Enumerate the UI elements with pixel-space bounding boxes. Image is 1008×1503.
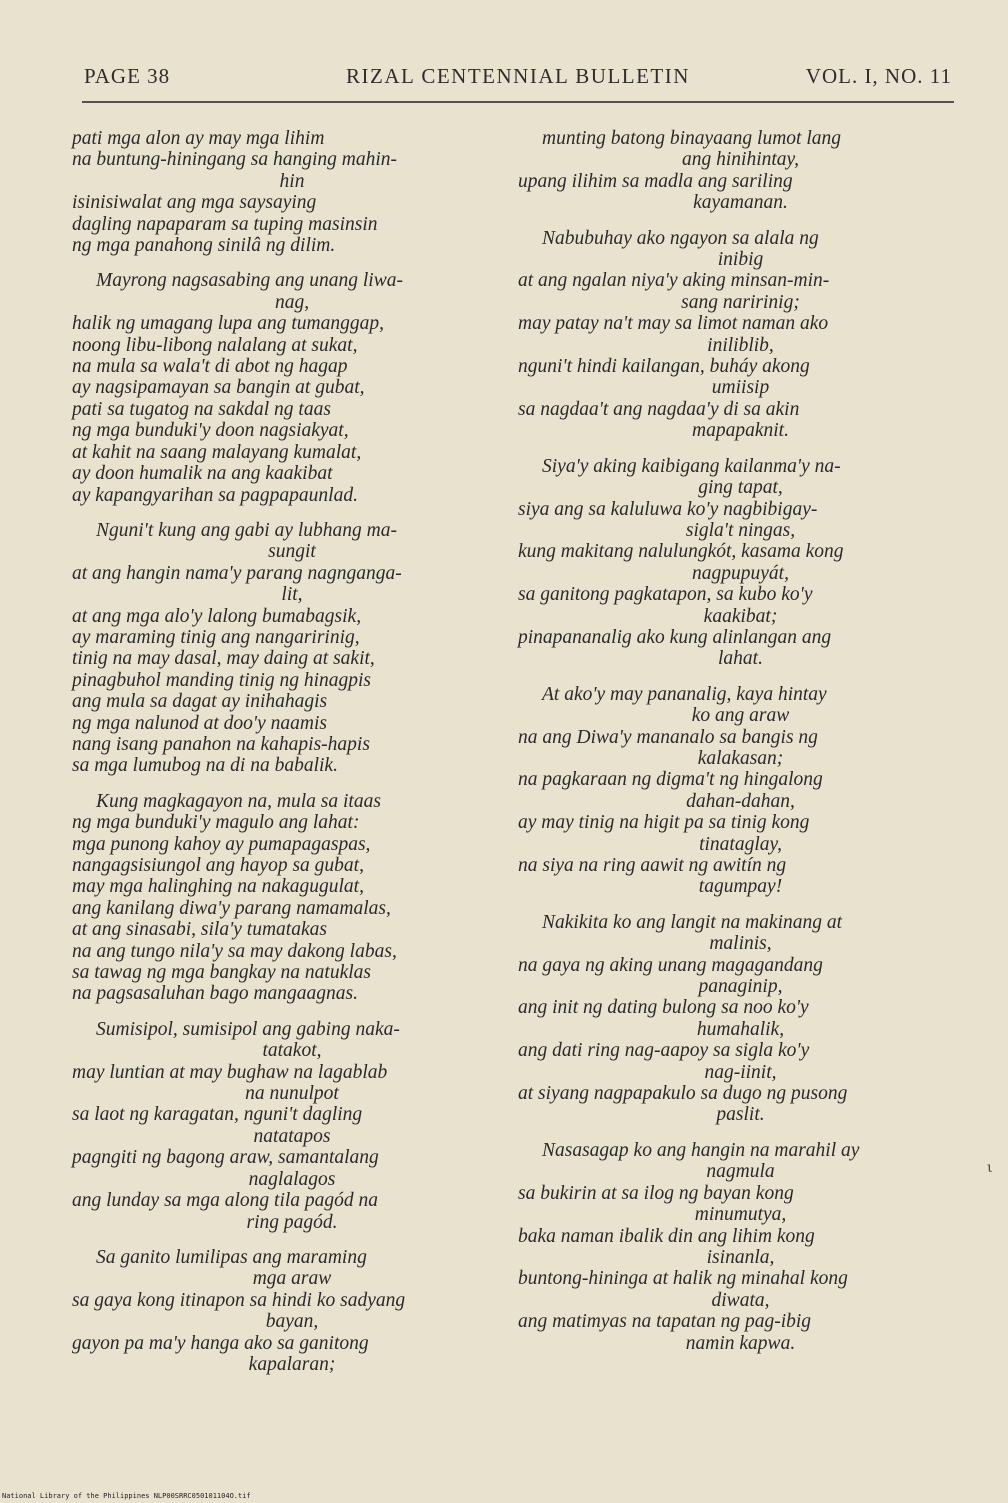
poem-line: pati mga alon ay may mga lihim	[72, 128, 325, 149]
poem-line: at ang hangin nama'y parang nagngangа-	[72, 562, 402, 584]
poem-line: Nabubuhay ako ngayon sa alala ng	[542, 227, 819, 249]
poem-line: dagling napaparam sa tuping masinsin	[72, 213, 378, 235]
poem-line: gayon pa ma'y hanga ako sa ganitong	[72, 1332, 369, 1354]
poem-line: na ang Diwa'y mananalo sa bangis ng	[518, 726, 818, 748]
poem-line: na siya na ring aawit ng awitín ng	[518, 855, 787, 876]
poem-line: at ang sinasabi, sila'y tumatakas	[72, 919, 327, 941]
poem-line: pati sa tugatog na sakdal ng taas	[72, 398, 331, 420]
bulletin-title: RIZAL CENTENNIAL BULLETIN	[346, 64, 690, 88]
poem-line: may mga halinghing na nakagugulat,	[72, 876, 364, 898]
poem-line: nangagsisiungol ang hayop sa gubat,	[72, 855, 364, 876]
poem-line: sa laot ng karagatan, nguni't dagling	[72, 1104, 363, 1126]
poem-line: may luntian at may bughaw na lagablab	[72, 1061, 388, 1083]
poem-stanza	[72, 791, 512, 1005]
poem-line: isinisiwalat ang mga saysaying	[72, 192, 317, 214]
poem-line: sa bukirin at sa ilog ng bayan kong	[518, 1182, 794, 1204]
poem-line: Siya'y aking kaibigang kailanma'y na-	[542, 455, 841, 477]
poem-line: mapapaknit.	[692, 420, 789, 442]
poem-line: dahan-dahan,	[686, 790, 795, 812]
poem-line: ang mula sa dagat ay inihahagis	[72, 691, 328, 713]
poem-stanza	[518, 228, 963, 442]
poem-line: lahat.	[718, 648, 763, 670]
poem-line: Nasasagap ko ang hangin na marahil ay	[542, 1139, 860, 1161]
poem-line: isinanla,	[706, 1246, 775, 1268]
poem-line: hin	[279, 170, 305, 192]
poem-line: halik ng umagang lupa ang tumanggap,	[72, 313, 384, 335]
poem-line: Sa ganito lumilipas ang maraming	[96, 1246, 367, 1268]
poem-line: Sumisipol, sumisipol ang gabing naka-	[96, 1018, 400, 1040]
poem-line: na pagsasaluhan bago mangaagnas.	[72, 983, 359, 1005]
poem-line: ang matimyas na tapatan ng pag-ibig	[518, 1311, 812, 1333]
poem-line: pagngiti ng bagong araw, samantalang	[72, 1147, 379, 1169]
poem-line: nag,	[274, 291, 310, 313]
poem-line: tinig na may dasal, may daing at sakit,	[72, 648, 375, 670]
poem-line: sa nagdaa't ang nagdaa'y di sa akin	[518, 398, 800, 420]
poem-line: munting batong binayaang lumot lang	[542, 128, 841, 149]
volume-number: VOL. I, NO. 11	[805, 64, 952, 88]
poem-line: panaginip,	[698, 976, 783, 998]
poem-line: noong libu-libong nalalang at sukat,	[72, 334, 358, 356]
poem-line: na mula sa wala't di abot ng hagap	[72, 356, 348, 378]
page-number: PAGE 38	[84, 64, 171, 88]
poem-line: ang hinihintay,	[682, 149, 799, 171]
right-column	[518, 128, 963, 1368]
poem-line: minumutya,	[694, 1204, 787, 1226]
poem-line: na pagkaraan ng digma't ng hingalong	[518, 769, 823, 791]
archive-note: National Library of the Philippines NLP00SRRC050101104O.tif	[2, 1492, 251, 1500]
poem-line: at kahit na saang malayang kumalat,	[72, 441, 362, 463]
poem-line: nagmula	[706, 1161, 775, 1183]
poem-line: inibig	[717, 249, 764, 271]
poem-line: na nunulpot	[245, 1083, 339, 1105]
poem-line: ay may tinig na higit pa sa tinig kong	[518, 812, 810, 834]
poem-line: kung makitang nalulungkót, kasama kong	[518, 541, 844, 563]
poem-line: namin kapwa.	[685, 1332, 796, 1354]
poem-line: sang naririnig;	[681, 291, 800, 313]
poem-line: baka naman ibalik din ang lihim kong	[518, 1225, 815, 1247]
header-rule	[82, 101, 954, 103]
poem-line: tatakot,	[262, 1040, 322, 1062]
poem-stanza	[72, 1019, 512, 1233]
poem-line: iniliblib,	[707, 334, 774, 356]
poem-line: nguni't hindi kailangan, buháy akong	[518, 356, 810, 378]
poem-line: kapalaran;	[248, 1353, 336, 1375]
poem-line: diwata,	[711, 1289, 770, 1311]
poem-line: buntong-hininga at halik ng minahal kong	[518, 1268, 848, 1290]
poem-line: kalakasan;	[697, 747, 784, 769]
poem-line: kayamanan.	[693, 192, 788, 214]
poem-line: ay doon humalik na ang kaakibat	[72, 463, 333, 485]
poem-line: sungit	[268, 541, 316, 563]
poem-stanza	[72, 270, 512, 505]
poem-line: lit,	[281, 584, 303, 606]
poem-line: Mayrong nagsasabing ang unang liwa-	[96, 270, 403, 292]
poem-stanza	[518, 1140, 963, 1354]
poem-line: naglalagos	[248, 1168, 336, 1190]
poem-line: humahalik,	[696, 1018, 785, 1040]
poem-line: sa gaya kong itinapon sa hindi ko sadyang	[72, 1289, 406, 1311]
poem-line: sa tawag ng mga bangkay na natuklas	[72, 962, 371, 984]
poem-line: Nakikita ko ang langit na makinang at	[542, 911, 843, 933]
poem-line: bayan,	[265, 1311, 319, 1333]
poem-line: Nguni't kung ang gabi ay lubhang ma-	[96, 519, 397, 541]
poem-stanza	[72, 520, 512, 777]
poem-stanza	[518, 456, 963, 670]
poem-line: na gaya ng aking unang magagandang	[518, 954, 823, 976]
poem-line: ko ang araw	[691, 705, 790, 727]
poem-line: ang dati ring nag-aapoy sa sigla ko'y	[518, 1040, 810, 1062]
poem-line: ang init ng dating bulong sa noo ko'y	[518, 997, 809, 1019]
poem-line: may patay na't may sa limot naman ako	[518, 313, 829, 335]
poem-line: ang kanilang diwa'y parang namamalas,	[72, 897, 391, 919]
poem-line: sa mga lumubog na di na babalik.	[72, 755, 338, 777]
poem-line: ging tapat,	[698, 477, 783, 499]
poem-line: ay kapangyarihan sa pagpapaunlad.	[72, 484, 358, 506]
poem-line: pinagbuhol manding tinig ng hinagpis	[72, 669, 372, 691]
poem-line: ay nagsipamayan sa bangin at gubat,	[72, 377, 365, 399]
poem-line: umiisip	[711, 377, 770, 399]
poem-line: siya ang sa kaluluwa ko'y nagbibigay-	[518, 498, 818, 520]
poem-stanza	[518, 684, 963, 898]
poem-line: kaakibat;	[703, 605, 778, 627]
poem-line: tagumpay!	[698, 876, 783, 898]
poem-line: at ang ngalan niya'y aking minsan-min-	[518, 270, 830, 292]
poem-line: ay maraming tinig ang nangaririnig,	[72, 626, 360, 648]
poem-line: paslit.	[716, 1104, 765, 1126]
poem-line: At ako'y may pananalig, kaya hintay	[542, 683, 827, 705]
poem-line: nag-iinit,	[704, 1061, 777, 1083]
poem-stanza	[72, 128, 512, 256]
poem-line: sa ganitong pagkatapon, sa kubo ko'y	[518, 584, 813, 606]
poem-stanza	[518, 128, 963, 214]
poem-line: nang isang panahon na kahapis-hapis	[72, 733, 370, 755]
poem-stanza	[72, 1247, 512, 1375]
poem-line: mga punong kahoy ay pumapagaspas,	[72, 833, 371, 855]
poem-line: na buntung-hiningang sa hanging mahin-	[72, 149, 397, 171]
poem-line: malinis,	[709, 933, 772, 955]
poem-line: at ang mga alo'y lalong bumabagsik,	[72, 605, 362, 627]
poem-line: ng mga panahong sinilâ ng dilim.	[72, 235, 336, 257]
poem-line: tinataglay,	[699, 833, 782, 855]
poem-stanza	[518, 912, 963, 1126]
poem-line: na ang tungo nila'y sa may dakong labas,	[72, 940, 397, 962]
poem-line: nagpupuyát,	[692, 562, 789, 584]
poem-line: mga araw	[252, 1268, 332, 1290]
poem-line: ang lunday sa mga along tila pagód na	[72, 1190, 379, 1212]
poem-line: at siyang nagpapakulo sa dugo ng pusong	[518, 1083, 848, 1105]
poem-line: sigla't ningas,	[685, 519, 796, 541]
page-header	[84, 64, 952, 96]
poem-line: upang ilihim sa madla ang sariling	[518, 170, 793, 192]
poem-line: Kung magkagayon na, mula sa itaas	[96, 790, 381, 812]
poem-line: ng mga nalunod at doo'y naamis	[72, 712, 327, 734]
poem-line: ng mga bunduki'y doon nagsiakyat,	[72, 420, 349, 442]
margin-mark: ι	[987, 1160, 993, 1176]
poem-line: ring pagód.	[246, 1211, 338, 1233]
poem-line: natatapos	[253, 1125, 331, 1147]
left-column	[72, 128, 512, 1389]
poem-line: pinapananalig ako kung alinlangan ang	[518, 626, 832, 648]
poem-line: ng mga bunduki'y magulo ang lahat:	[72, 812, 360, 834]
